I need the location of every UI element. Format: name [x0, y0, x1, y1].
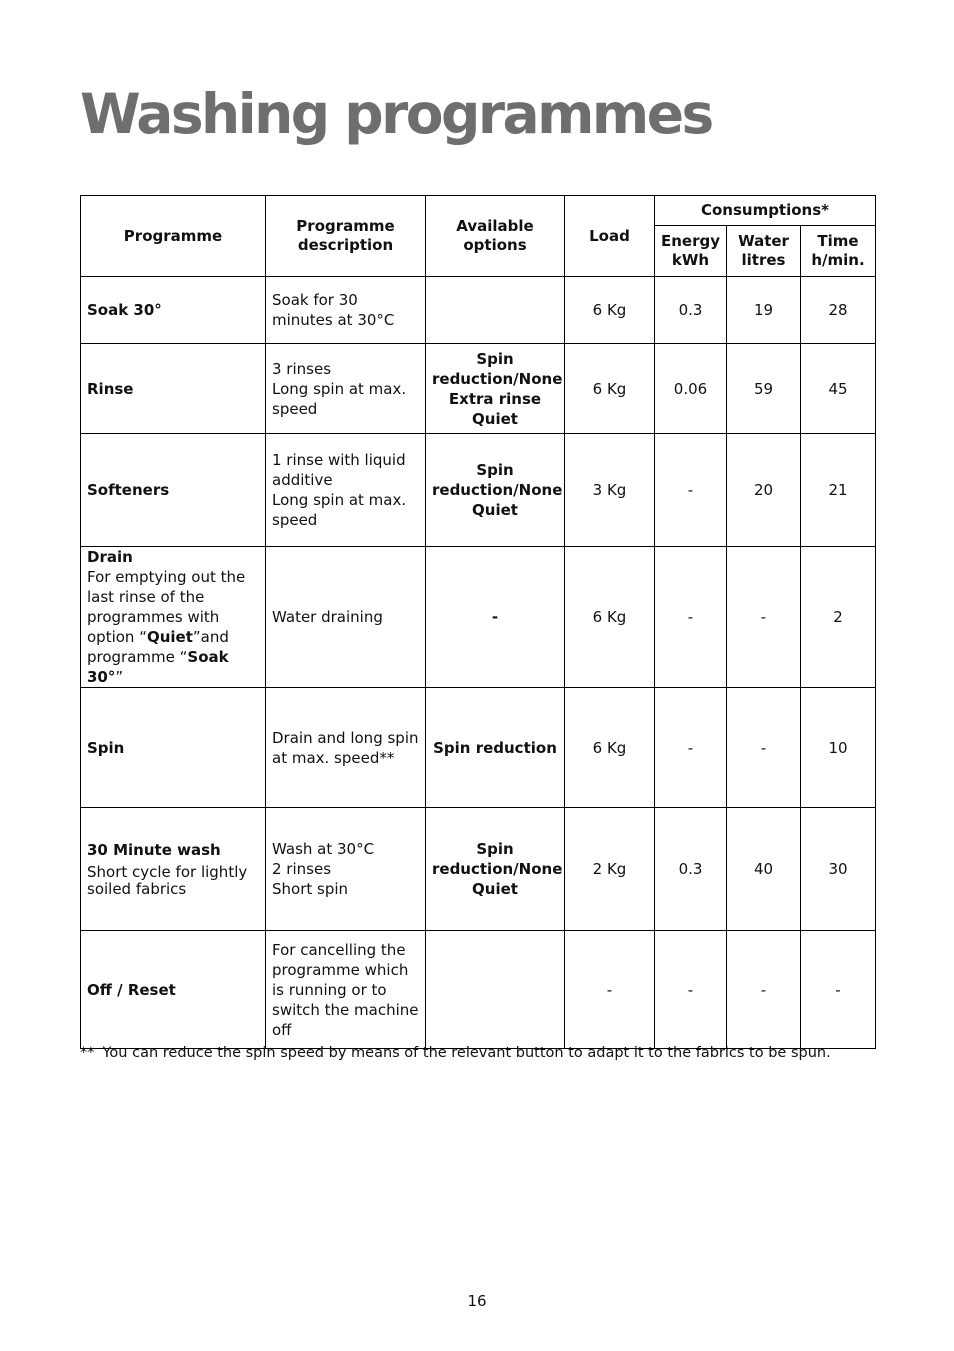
- programmes-table: [80, 195, 876, 1049]
- header-consumptions: Consumptions*: [655, 196, 876, 226]
- programme-name: Drain For emptying out the last rinse of the programmes with option “Quiet”and programme “Soak 30°”: [81, 547, 266, 688]
- programme-description: 1 rinse with liquid additive Long spin at max. speed: [266, 434, 426, 547]
- table-row: [81, 344, 876, 434]
- available-options: -: [426, 547, 565, 688]
- energy-value: 0.3: [655, 277, 727, 344]
- programme-note: Short cycle for lightly soiled fabrics: [87, 863, 248, 898]
- table-row: [81, 277, 876, 344]
- header-water: Water litres: [727, 226, 801, 277]
- header-energy: Energy kWh: [655, 226, 727, 277]
- available-options: [426, 277, 565, 344]
- programme-description: Drain and long spin at max. speed**: [266, 688, 426, 808]
- energy-value: 0.3: [655, 808, 727, 931]
- programme-name: Soak 30°: [81, 277, 266, 344]
- footnote-mark: **: [80, 1045, 95, 1061]
- load-value: 6 Kg: [565, 547, 655, 688]
- available-options: Spin reduction/None Quiet: [426, 434, 565, 547]
- energy-value: -: [655, 688, 727, 808]
- programme-name: Softeners: [81, 434, 266, 547]
- load-value: 3 Kg: [565, 434, 655, 547]
- water-value: -: [727, 688, 801, 808]
- energy-value: 0.06: [655, 344, 727, 434]
- programme-name: Off / Reset: [81, 931, 266, 1049]
- load-value: 6 Kg: [565, 344, 655, 434]
- page-number: 16: [467, 1292, 487, 1310]
- table-row: [81, 434, 876, 547]
- available-options: [426, 931, 565, 1049]
- time-value: -: [801, 931, 876, 1049]
- header-description: Programme description: [266, 196, 426, 277]
- programme-name: 30 Minute wash Short cycle for lightly soiled fabrics: [81, 808, 266, 931]
- load-value: -: [565, 931, 655, 1049]
- programme-name: Spin: [81, 688, 266, 808]
- footnote-text: You can reduce the spin speed by means of the relevant button to adapt it to the fabrics to be spun.: [102, 1045, 831, 1061]
- programme-description: 3 rinses Long spin at max. speed: [266, 344, 426, 434]
- table-header: [81, 196, 876, 277]
- programme-description: Water draining: [266, 547, 426, 688]
- programme-description: Soak for 30 minutes at 30°C: [266, 277, 426, 344]
- load-value: 2 Kg: [565, 808, 655, 931]
- energy-value: -: [655, 931, 727, 1049]
- load-value: 6 Kg: [565, 277, 655, 344]
- header-load: Load: [565, 196, 655, 277]
- water-value: -: [727, 547, 801, 688]
- table-row: [81, 688, 876, 808]
- table-row: [81, 808, 876, 931]
- water-value: -: [727, 931, 801, 1049]
- time-value: 10: [801, 688, 876, 808]
- header-programme: Programme: [81, 196, 266, 277]
- available-options: Spin reduction/None Quiet: [426, 808, 565, 931]
- page-title: Washing programmes: [80, 82, 712, 146]
- time-value: 45: [801, 344, 876, 434]
- table-row: [81, 547, 876, 688]
- time-value: 30: [801, 808, 876, 931]
- programme-note: For emptying out the last rinse of the programmes with option “Quiet”and programme “Soak 30°”: [87, 568, 246, 686]
- header-time: Time h/min.: [801, 226, 876, 277]
- footnote: [80, 1043, 831, 1063]
- water-value: 19: [727, 277, 801, 344]
- time-value: 28: [801, 277, 876, 344]
- water-value: 40: [727, 808, 801, 931]
- energy-value: -: [655, 434, 727, 547]
- water-value: 20: [727, 434, 801, 547]
- programme-description: For cancelling the programme which is running or to switch the machine off: [266, 931, 426, 1049]
- programme-description: Wash at 30°C 2 rinses Short spin: [266, 808, 426, 931]
- table-row: [81, 931, 876, 1049]
- time-value: 2: [801, 547, 876, 688]
- header-options: Available options: [426, 196, 565, 277]
- water-value: 59: [727, 344, 801, 434]
- energy-value: -: [655, 547, 727, 688]
- time-value: 21: [801, 434, 876, 547]
- available-options: Spin reduction: [426, 688, 565, 808]
- load-value: 6 Kg: [565, 688, 655, 808]
- programme-name: Rinse: [81, 344, 266, 434]
- available-options: Spin reduction/None Extra rinse Quiet: [426, 344, 565, 434]
